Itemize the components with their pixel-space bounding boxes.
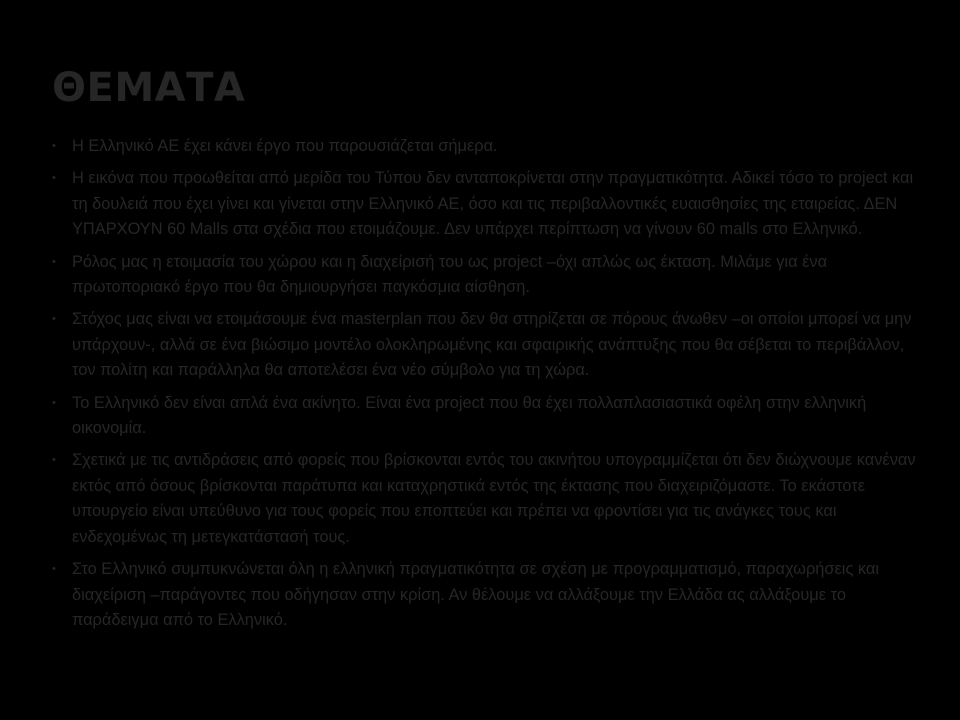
bullet-text: Στόχος μας είναι να ετοιμάσουμε ένα masterplan που δεν θα στηρίζεται σε πόρους άνωθεν –οι οποίοι μπορεί να μην υπάρχουν-, αλλά σε ένα βιώσιμο μοντέλο ολοκληρωμένης και σφαιρικής ανάπτυξης που θα σέβεται το περιβάλλον, τον πολίτη και παράλληλα θα αποτελέσει ένα νέο σύμβολο για τη χώρα. — [72, 310, 912, 380]
bullet-item — [52, 307, 924, 383]
bullet-text: Στο Ελληνικό συμπυκνώνεται όλη η ελληνική πραγματικότητα σε σχέση με προγραμματισμό, παραχωρήσεις και διαχείριση –παράγοντες που οδήγησαν στην κρίση. Αν θέλουμε να αλλάξουμε την Ελλάδα ας αλλάξουμε το παράδειγμα από το Ελληνικό. — [72, 560, 880, 629]
bullet-text: Σχετικά με τις αντιδράσεις από φορείς που βρίσκονται εντός του ακινήτου υπογραμμίζεται ότι δεν διώχνουμε κανέναν εκτός από όσους βρίσκονται παράτυπα και καταχρηστικά εντός της έκτασης που διαχειριζόμαστε. Το εκάστοτε υπουργείο είναι υπεύθυνο για τους φορείς που εποπτεύει και πρέπει να φροντίσει για τις ανάγκες τους και ενδεχομένως τη μετεγκατάστασή τους. — [72, 451, 916, 546]
bullet-dot-icon: • — [52, 255, 56, 268]
bullet-dot-icon: • — [52, 563, 56, 576]
bullet-dot-icon: • — [52, 172, 56, 185]
bullet-dot-icon: • — [52, 140, 56, 152]
bullet-dot-icon: • — [52, 396, 56, 409]
bullet-item — [52, 250, 924, 301]
bullet-item — [52, 134, 924, 159]
bullet-dot-icon: • — [52, 454, 56, 467]
bullet-text: Ρόλος μας η ετοιμασία του χώρου και η διαχείρισή του ως project –όχι απλώς ως έκταση. Μιλάμε για ένα πρωτοποριακό έργο που θα δημιουργήσει παγκόσμια αίσθηση. — [72, 252, 828, 297]
bullet-list — [52, 134, 924, 640]
bullet-dot-icon: • — [52, 313, 56, 326]
bullet-item — [52, 166, 924, 242]
bullet-text: Το Ελληνικό δεν είναι απλά ένα ακίνητο. Είναι ένα project που θα έχει πολλαπλασιαστικά οφέλη στην ελληνική οικονομία. — [72, 393, 867, 438]
slide-title: ΘΕΜΑΤΑ — [52, 65, 246, 111]
bullet-item — [52, 391, 924, 442]
bullet-item — [52, 557, 924, 633]
bullet-item — [52, 448, 924, 550]
bullet-text: Η Ελληνικό ΑΕ έχει κάνει έργο που παρουσιάζεται σήμερα. — [72, 137, 498, 155]
bullet-text: Η εικόνα που προωθείται από μερίδα του Τύπου δεν ανταποκρίνεται στην πραγματικότητα. Αδικεί τόσο το project και τη δουλειά που έχει γίνει και γίνεται στην Ελληνικό ΑΕ, όσο και τις περιβαλλοντικές ευαισθησίες της εταιρείας. ΔΕΝ ΥΠΑΡΧΟΥΝ 60 Malls στα σχέδια που ετοιμάζουμε. Δεν υπάρχει περίπτωση να γίνουν 60 malls στο Ελληνικό. — [72, 169, 914, 239]
